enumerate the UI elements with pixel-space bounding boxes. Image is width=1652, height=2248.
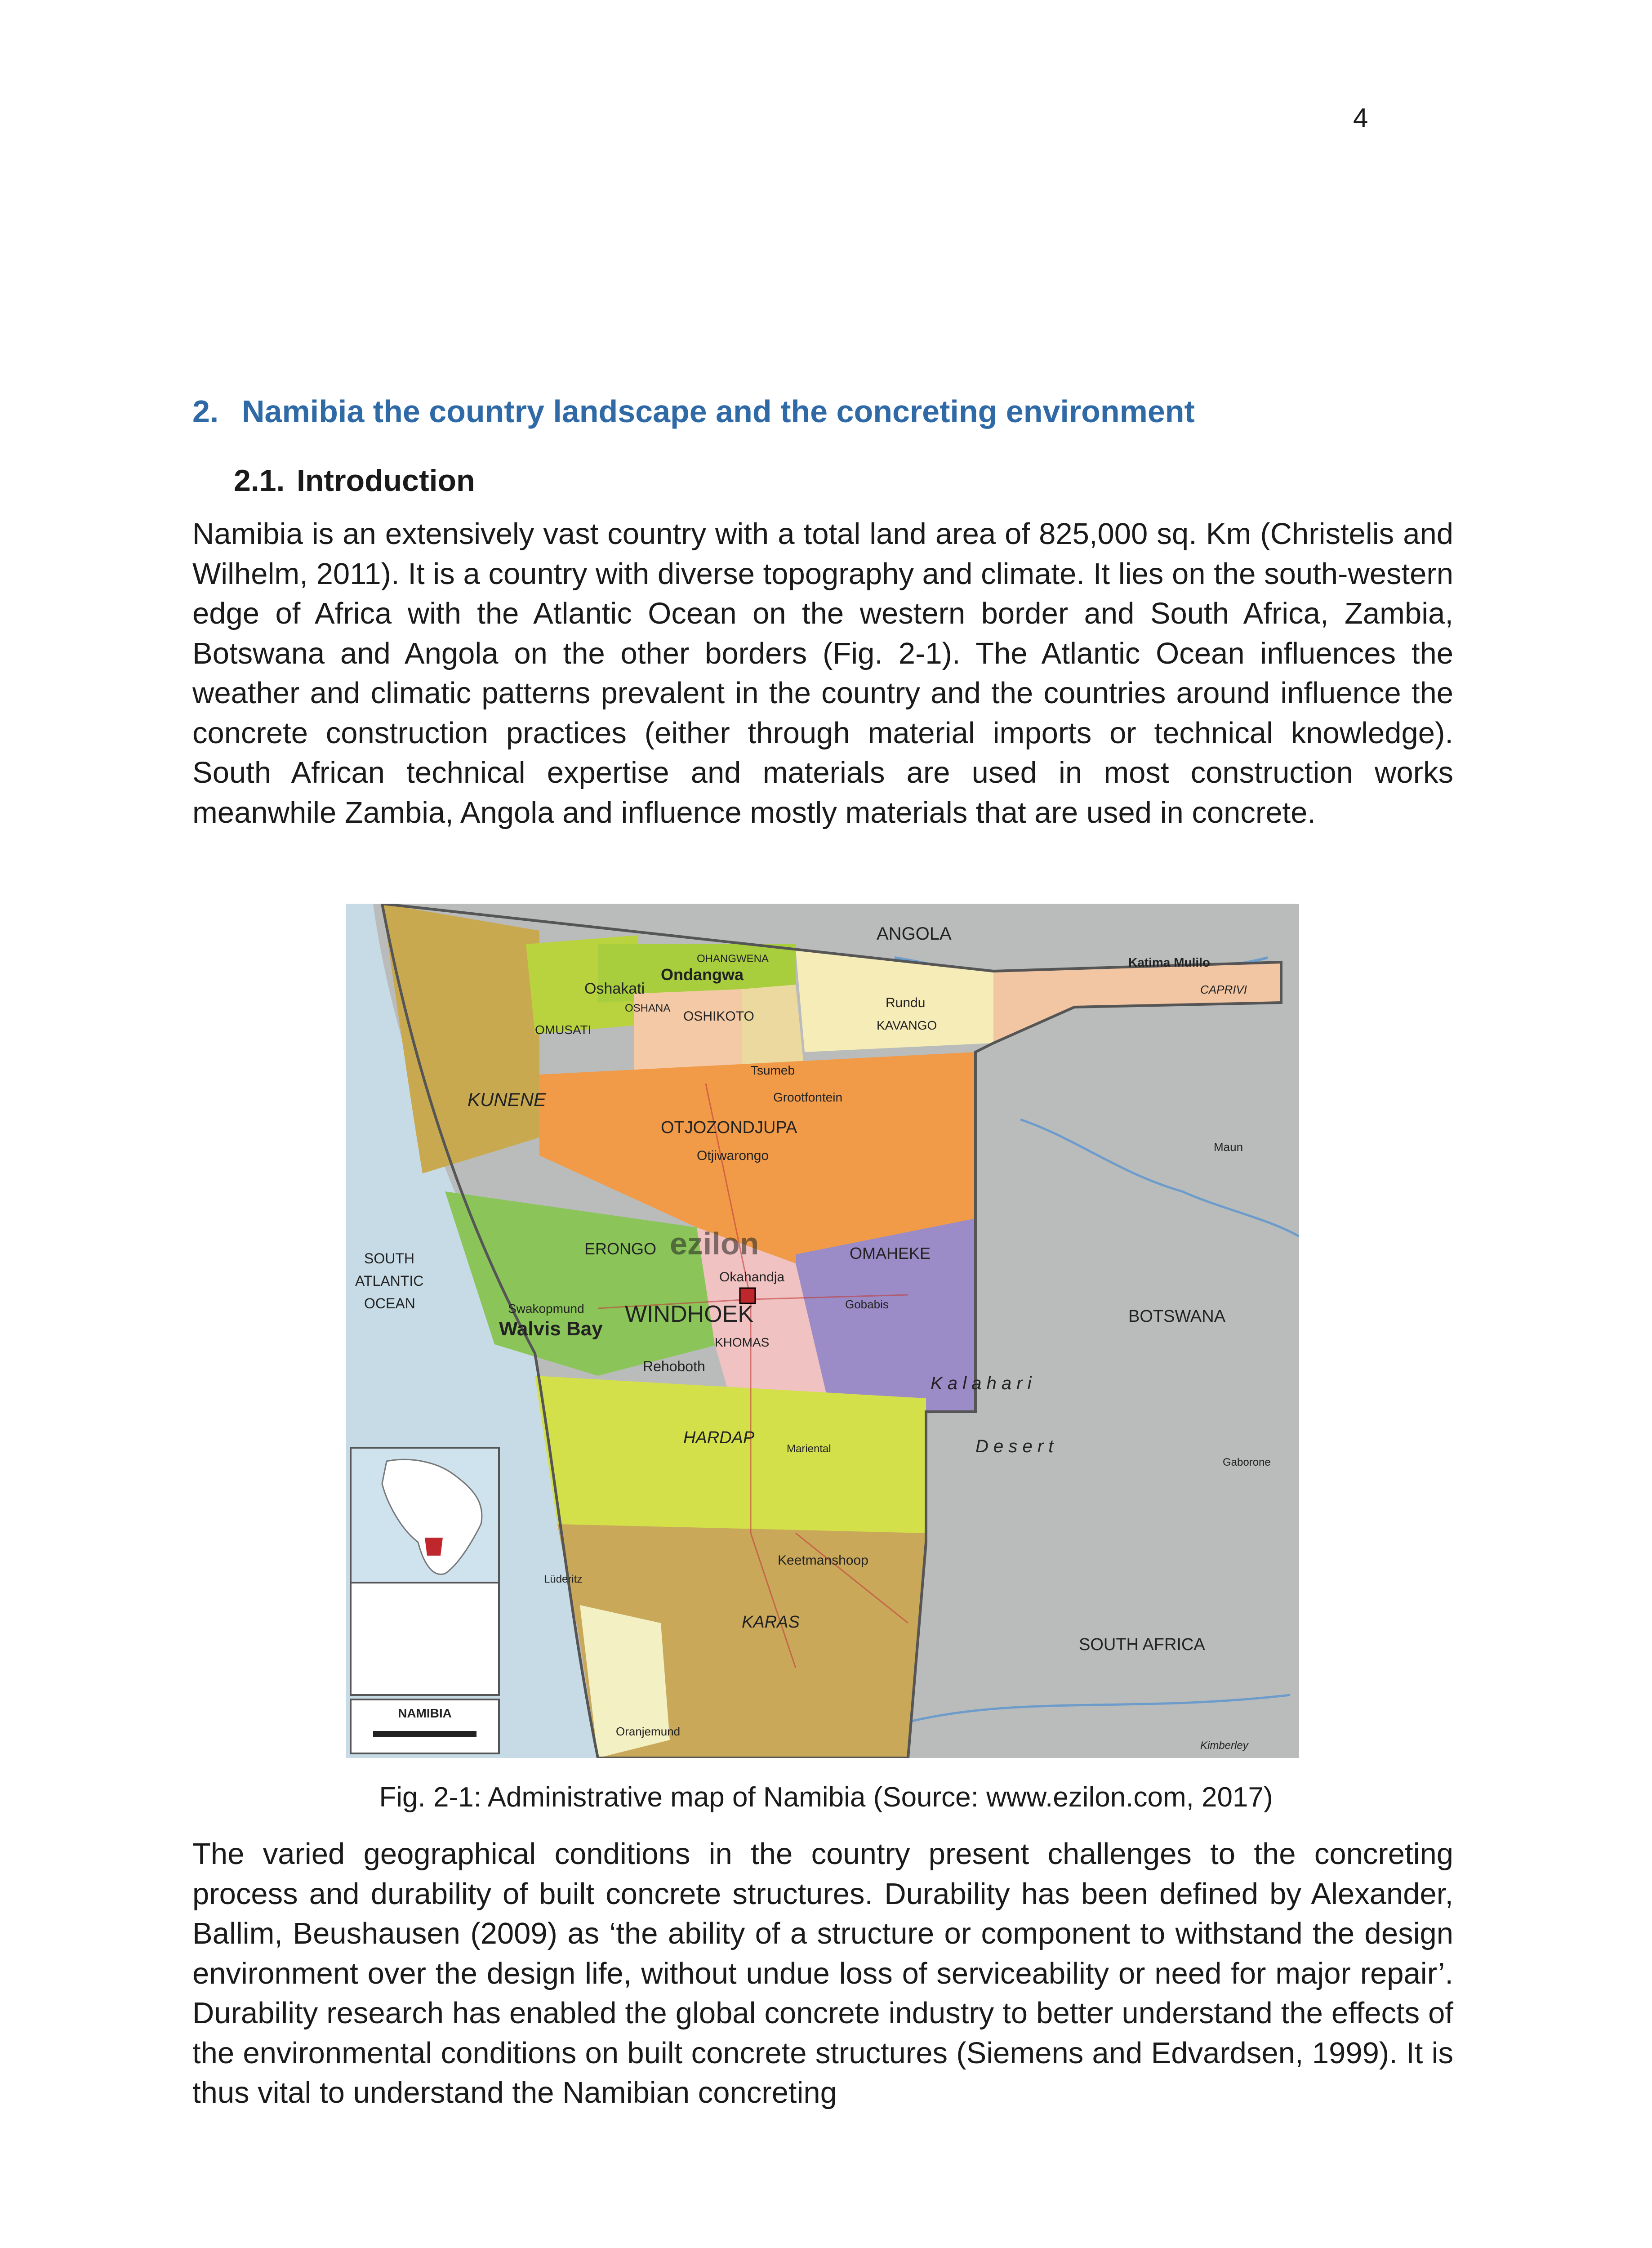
label-ocean-2: ATLANTIC bbox=[355, 1273, 424, 1289]
label-windhoek: WINDHOEK bbox=[625, 1301, 753, 1327]
label-otjozondjupa: OTJOZONDJUPA bbox=[661, 1118, 797, 1137]
subsection-title: Introduction bbox=[297, 464, 475, 498]
label-otjiwarongo: Otjiwarongo bbox=[697, 1148, 769, 1163]
label-grootfontein: Grootfontein bbox=[773, 1090, 843, 1104]
label-khomas: KHOMAS bbox=[715, 1335, 770, 1349]
namibia-map-figure bbox=[346, 904, 1299, 1758]
label-swakopmund: Swakopmund bbox=[508, 1302, 584, 1316]
map-legend bbox=[351, 1583, 499, 1695]
label-oranjemund: Oranjemund bbox=[616, 1725, 681, 1738]
durability-paragraph: The varied geographical conditions in the country present challenges to the concreting process and durability of built concrete structures. Durability has been defined by Alexander, Ballim, Beushausen (2009) as ‘the ability of a structure or component to withstand the design environment over the design life, without undue loss of serviceability or need for major repair’. Durability research has enabled the global concrete industry to better understand the effects of the environmental conditions on built concrete structures (Siemens and Edvardsen, 1999). It is thus vital to understand the Namibian concreting bbox=[192, 1837, 1453, 2110]
africa-inset bbox=[351, 1448, 499, 1753]
label-luderitz: Lüderitz bbox=[544, 1573, 583, 1585]
label-hardap: HARDAP bbox=[683, 1428, 755, 1447]
section-number: 2. bbox=[192, 394, 219, 429]
label-okahandja: Okahandja bbox=[719, 1270, 785, 1285]
page-number: 4 bbox=[1353, 103, 1368, 133]
namibia-map bbox=[346, 904, 1299, 1758]
label-caprivi: CAPRIVI bbox=[1200, 983, 1247, 996]
label-oshakati: Oshakati bbox=[584, 980, 645, 997]
label-ocean-3: OCEAN bbox=[364, 1295, 415, 1311]
section-heading bbox=[192, 393, 1195, 429]
section-title: Namibia the country landscape and the concreting environment bbox=[242, 394, 1195, 429]
label-keetmanshoop: Keetmanshoop bbox=[778, 1553, 868, 1568]
label-ocean: SOUTH bbox=[364, 1250, 414, 1267]
label-maun: Maun bbox=[1214, 1140, 1243, 1154]
label-gaborone: Gaborone bbox=[1223, 1456, 1271, 1468]
label-kimberley: Kimberley bbox=[1200, 1740, 1248, 1752]
label-kunene: KUNENE bbox=[468, 1089, 547, 1110]
label-kavango: KAVANGO bbox=[877, 1018, 937, 1032]
subsection-heading bbox=[234, 463, 475, 498]
label-tsumeb: Tsumeb bbox=[751, 1063, 795, 1077]
inset-title: NAMIBIA bbox=[398, 1706, 452, 1720]
label-omusati: OMUSATI bbox=[535, 1023, 592, 1037]
label-oshikoto: OSHIKOTO bbox=[683, 1009, 754, 1024]
label-gobabis: Gobabis bbox=[845, 1298, 889, 1311]
label-desert: D e s e r t bbox=[975, 1436, 1054, 1456]
figure-caption: Fig. 2-1: Administrative map of Namibia (Source: www.ezilon.com, 2017) bbox=[379, 1782, 1273, 1813]
label-mariental: Mariental bbox=[787, 1443, 831, 1455]
label-botswana: BOTSWANA bbox=[1128, 1307, 1226, 1326]
intro-paragraph: Namibia is an extensively vast country with a total land area of 825,000 sq. Km (Christelis and Wilhelm, 2011). It is a country with diverse topography and climate. It lies on the south-western edge of Africa with the Atlantic Ocean on the western border and South Africa, Zambia, Botswana and Angola on the other borders (Fig. 2-1). The Atlantic Ocean influences the weather and climatic patterns prevalent in the country and the countries around influence the concrete construction practices (either through material imports or technical knowledge). South African technical expertise and materials are used in most construction works meanwhile Zambia, Angola and influence mostly materials that are used in concrete. bbox=[192, 517, 1453, 830]
subsection-number: 2.1. bbox=[234, 464, 285, 498]
label-ondangwa: Ondangwa bbox=[661, 965, 744, 984]
label-kalahari: K a l a h a r i bbox=[931, 1374, 1032, 1393]
label-rundu: Rundu bbox=[886, 995, 926, 1010]
label-oshana: OSHANA bbox=[625, 1002, 671, 1014]
label-south-africa: SOUTH AFRICA bbox=[1079, 1635, 1205, 1654]
label-ohangwena: OHANGWENA bbox=[697, 953, 769, 965]
region-hardap bbox=[535, 1376, 926, 1542]
map-watermark: ezilon bbox=[670, 1226, 759, 1261]
label-karas: KARAS bbox=[742, 1613, 800, 1632]
label-walvis-bay: Walvis Bay bbox=[499, 1318, 603, 1340]
label-rehoboth: Rehoboth bbox=[643, 1358, 705, 1374]
label-katima-mulilo: Katima Mulilo bbox=[1128, 955, 1211, 969]
label-omaheke: OMAHEKE bbox=[850, 1244, 931, 1262]
label-erongo: ERONGO bbox=[584, 1240, 657, 1258]
label-angola: ANGOLA bbox=[877, 924, 952, 944]
